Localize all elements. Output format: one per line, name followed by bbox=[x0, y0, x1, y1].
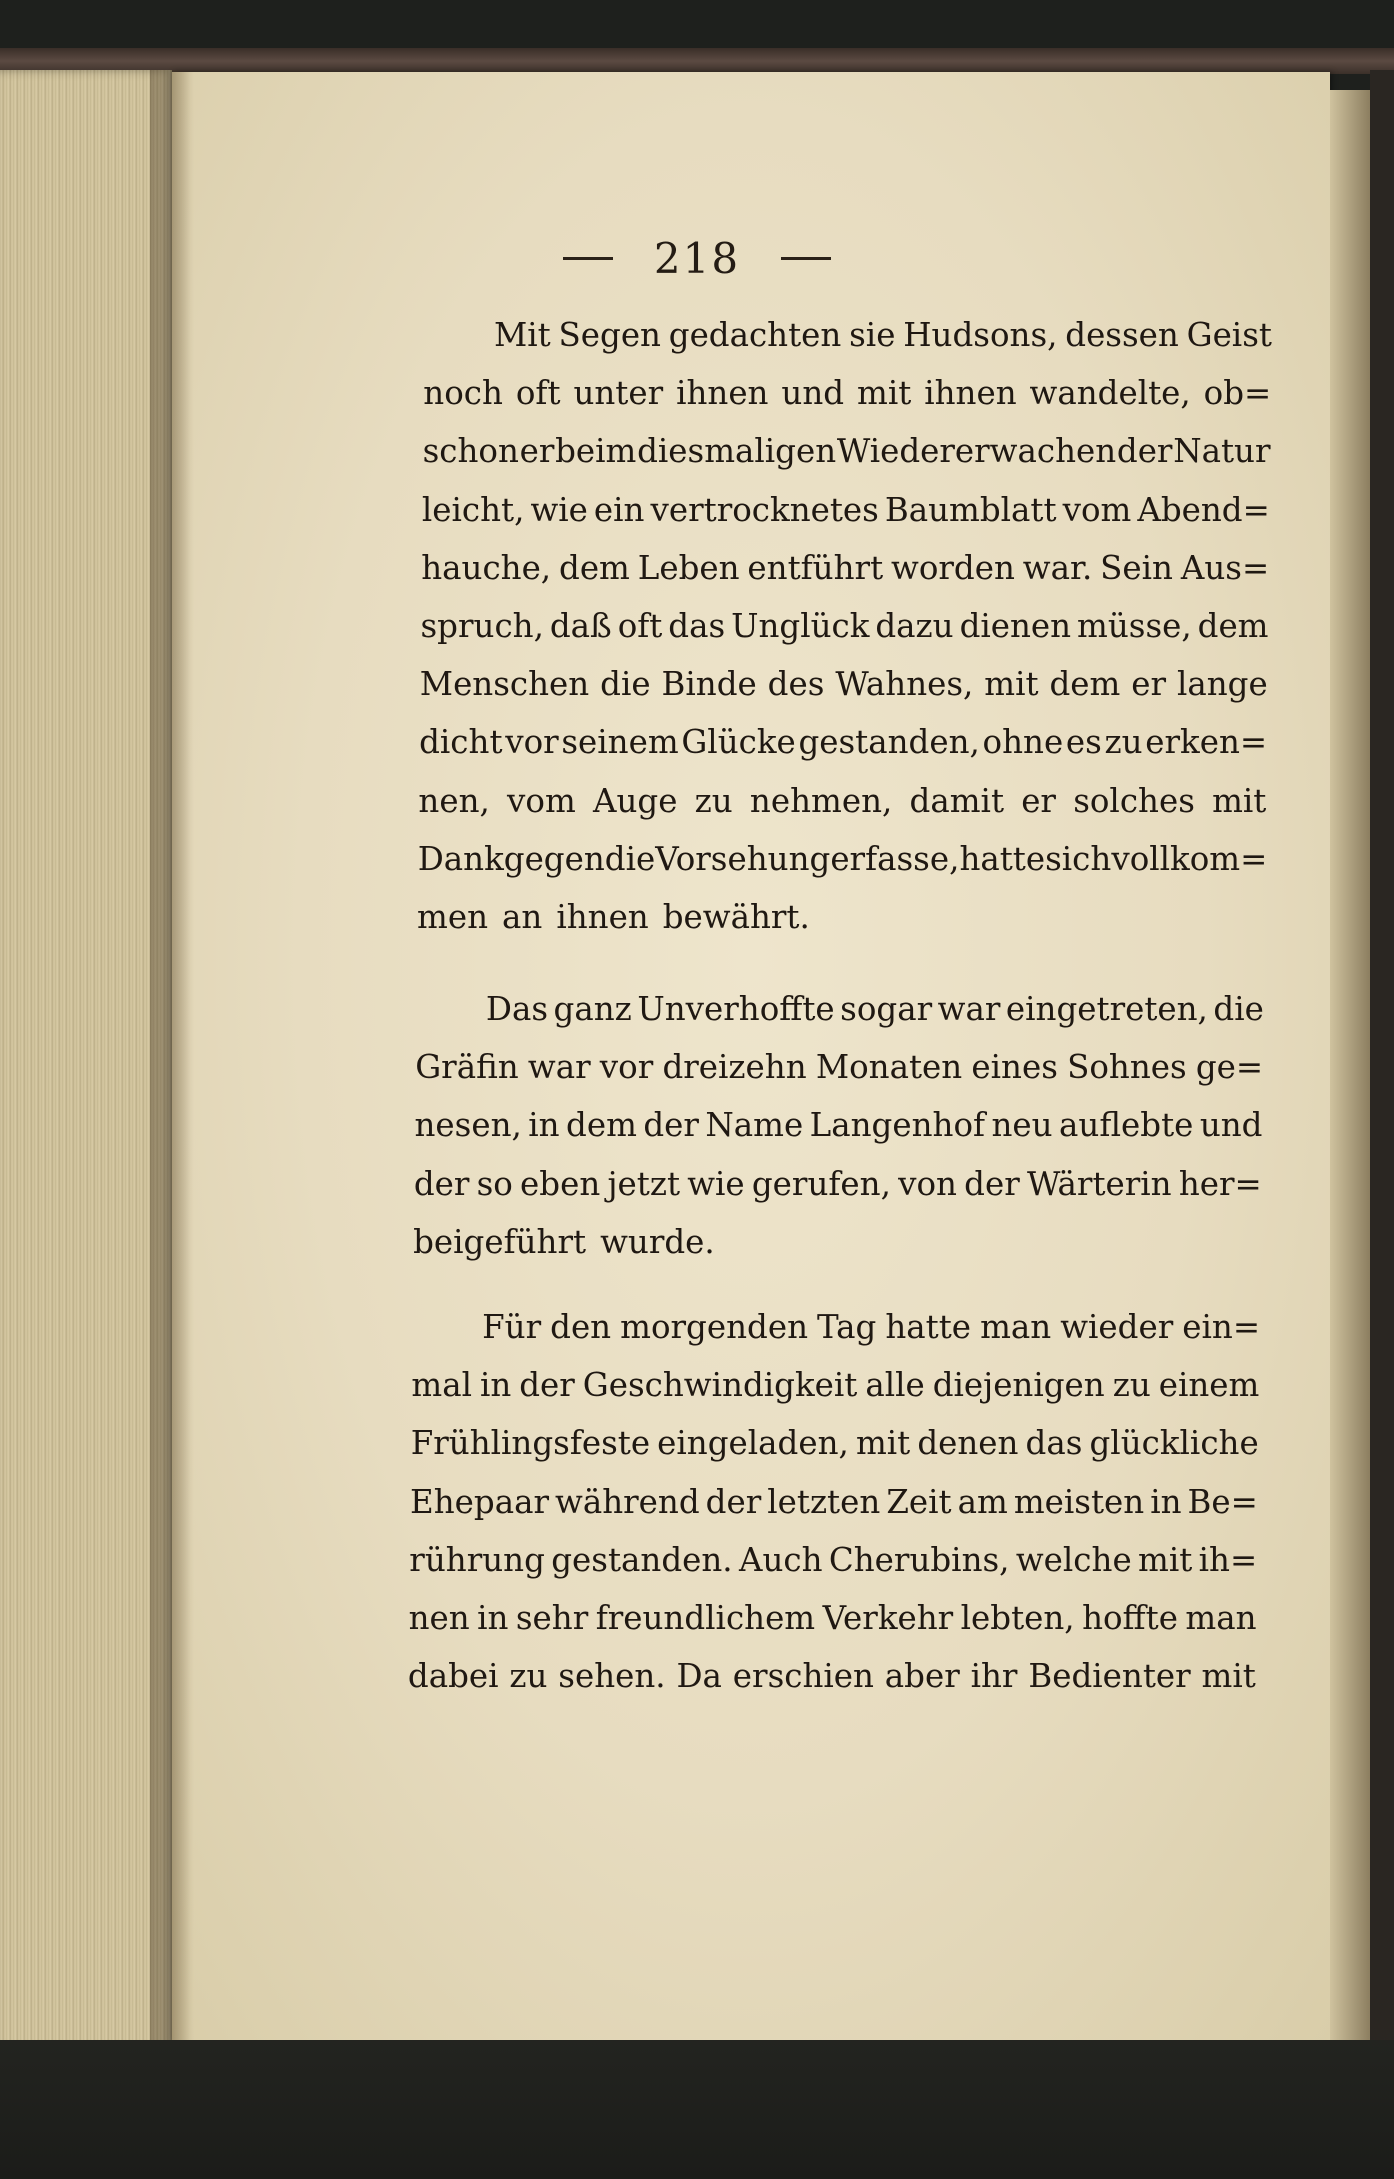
word: Bedienter bbox=[1028, 1657, 1191, 1696]
word: beim bbox=[555, 432, 637, 471]
word: morgenden bbox=[620, 1308, 808, 1346]
word: eines bbox=[971, 1048, 1058, 1087]
word: dienen bbox=[959, 607, 1072, 645]
text-line bbox=[421, 597, 1269, 655]
word: sehr bbox=[515, 1599, 589, 1637]
page-edge-left bbox=[172, 72, 194, 2040]
text-line bbox=[423, 364, 1271, 422]
word: ge= bbox=[1195, 1048, 1264, 1087]
word: ihnen bbox=[924, 374, 1017, 413]
text-line bbox=[418, 830, 1266, 888]
word: dicht bbox=[419, 723, 503, 762]
word: Be= bbox=[1187, 1482, 1258, 1521]
word: Unverhoffte bbox=[637, 990, 835, 1028]
word: sogar bbox=[840, 990, 933, 1028]
word: der bbox=[1116, 432, 1173, 471]
word: in bbox=[477, 1599, 509, 1637]
word: Aus= bbox=[1180, 548, 1270, 587]
word: müsse, bbox=[1077, 607, 1192, 645]
word: Ehepaar bbox=[410, 1482, 549, 1521]
word: Für bbox=[482, 1308, 542, 1346]
book-cover-bottom bbox=[0, 2040, 1394, 2179]
word: er bbox=[1131, 665, 1167, 704]
word: so bbox=[476, 1164, 513, 1203]
word: Mit bbox=[494, 316, 551, 354]
word: gedachten bbox=[668, 316, 842, 354]
word: Natur bbox=[1173, 432, 1271, 471]
word: Geist bbox=[1186, 316, 1272, 354]
word: Wahnes, bbox=[835, 665, 974, 704]
word: erschien bbox=[732, 1657, 874, 1696]
word: gestanden, bbox=[798, 723, 980, 762]
word: wandelte, bbox=[1029, 374, 1191, 413]
word: Frühlingsfeste bbox=[410, 1424, 651, 1463]
text-line bbox=[419, 713, 1267, 771]
word: der bbox=[705, 1482, 762, 1521]
word: wie bbox=[530, 490, 588, 529]
word: mit bbox=[855, 1424, 911, 1463]
word: und bbox=[781, 374, 845, 413]
word: beigeführt bbox=[413, 1222, 587, 1261]
word: nen, bbox=[418, 781, 490, 820]
word: mit bbox=[857, 374, 912, 413]
word: seinem bbox=[561, 723, 679, 762]
word: Hudsons, bbox=[903, 316, 1058, 354]
word: war bbox=[937, 990, 1001, 1028]
text-line bbox=[409, 1531, 1257, 1589]
word: hatte bbox=[885, 1308, 972, 1346]
word: worden bbox=[891, 548, 1015, 587]
word: Tag bbox=[817, 1308, 877, 1346]
word: men bbox=[417, 898, 488, 936]
word: sehen. bbox=[558, 1657, 666, 1696]
word: ohne bbox=[982, 723, 1064, 762]
word: diesmaligen bbox=[637, 432, 837, 471]
word: dem bbox=[1049, 665, 1121, 704]
word: dreizehn bbox=[662, 1048, 807, 1087]
text-line bbox=[422, 481, 1270, 539]
text-line bbox=[414, 1155, 1262, 1213]
word: ihnen bbox=[556, 898, 649, 936]
word: mit bbox=[1212, 781, 1267, 820]
word: einem bbox=[1158, 1366, 1260, 1405]
word: in bbox=[1150, 1482, 1182, 1521]
word: war bbox=[527, 1048, 591, 1087]
text-line bbox=[421, 539, 1269, 597]
text-line bbox=[411, 1356, 1259, 1414]
word: den bbox=[550, 1308, 612, 1346]
word: Wärterin bbox=[1026, 1164, 1172, 1203]
word: ein bbox=[593, 490, 645, 529]
word: vom bbox=[1062, 490, 1132, 529]
word: lebten, bbox=[960, 1599, 1075, 1637]
word: vor bbox=[599, 1048, 654, 1087]
word: schon bbox=[422, 432, 519, 471]
word: alle bbox=[865, 1366, 925, 1405]
text-line bbox=[415, 1096, 1263, 1154]
word: von bbox=[898, 1164, 957, 1203]
text-line bbox=[423, 422, 1271, 480]
word: letzten bbox=[767, 1482, 881, 1521]
word: unter bbox=[573, 374, 664, 413]
word: Wiedererwachen bbox=[836, 432, 1117, 471]
word: vertrocknetes bbox=[650, 490, 879, 529]
word: oft bbox=[515, 374, 561, 413]
word: vor bbox=[505, 723, 559, 762]
word: dabei bbox=[407, 1657, 499, 1696]
word: noch bbox=[423, 374, 503, 413]
word: daß bbox=[549, 607, 612, 645]
text-line bbox=[494, 306, 1272, 364]
word: wie bbox=[687, 1164, 745, 1203]
word: Dank bbox=[417, 839, 504, 878]
word: leicht, bbox=[421, 490, 525, 529]
header-dash-left bbox=[563, 257, 613, 260]
word: Das bbox=[485, 990, 549, 1028]
page-number: 218 bbox=[653, 233, 741, 283]
word: und bbox=[1199, 1106, 1263, 1145]
word: Verkehr bbox=[822, 1599, 954, 1637]
word: ein= bbox=[1182, 1308, 1261, 1346]
word: Geschwindigkeit bbox=[582, 1366, 858, 1405]
word: spruch, bbox=[420, 607, 544, 645]
word: rührung bbox=[409, 1540, 545, 1579]
word: eben bbox=[520, 1164, 601, 1203]
word: Da bbox=[676, 1657, 722, 1696]
word: Zeit bbox=[886, 1482, 952, 1521]
word: in bbox=[528, 1106, 560, 1145]
word: Name bbox=[705, 1106, 804, 1145]
word: eingetreten, bbox=[1005, 990, 1208, 1028]
word: Segen bbox=[558, 316, 661, 354]
text-line bbox=[482, 1298, 1260, 1356]
word: vom bbox=[507, 781, 576, 820]
word: Gräfin bbox=[415, 1048, 519, 1087]
word: ih= bbox=[1198, 1540, 1258, 1579]
word: Binde bbox=[661, 665, 757, 704]
word: denen bbox=[917, 1424, 1019, 1463]
word: neu bbox=[991, 1106, 1053, 1145]
word: Abend= bbox=[1137, 490, 1270, 529]
word: gegen bbox=[503, 839, 605, 878]
word: dessen bbox=[1065, 316, 1179, 354]
word: Auge bbox=[593, 781, 678, 820]
word: ihr bbox=[970, 1657, 1018, 1696]
word: das bbox=[668, 607, 726, 645]
word: dem bbox=[559, 548, 630, 587]
word: aber bbox=[884, 1657, 960, 1696]
word: wieder bbox=[1060, 1308, 1174, 1346]
word: lange bbox=[1176, 665, 1268, 704]
book-board-right bbox=[1370, 70, 1394, 2045]
word: entführt bbox=[747, 548, 884, 587]
word: während bbox=[555, 1482, 700, 1521]
word: der bbox=[519, 1366, 575, 1405]
word: oft bbox=[617, 607, 663, 645]
word: man bbox=[980, 1308, 1052, 1346]
word: dem bbox=[1197, 607, 1269, 645]
word: die bbox=[1213, 990, 1264, 1028]
text-line bbox=[418, 772, 1266, 830]
text-line bbox=[408, 1647, 1256, 1705]
word: Baumblatt bbox=[884, 490, 1057, 529]
word: Cherubins, bbox=[828, 1540, 1010, 1579]
word: die bbox=[600, 665, 651, 704]
word: zu bbox=[1112, 1366, 1151, 1405]
word: der bbox=[413, 1164, 470, 1203]
word: das bbox=[1025, 1424, 1083, 1463]
word: der bbox=[964, 1164, 1020, 1203]
header-dash-right bbox=[781, 257, 831, 260]
word: welche bbox=[1015, 1540, 1132, 1579]
word: wurde. bbox=[600, 1222, 715, 1261]
word: dazu bbox=[875, 607, 954, 645]
word: zu bbox=[509, 1657, 548, 1696]
word: zu bbox=[694, 781, 733, 820]
text-line bbox=[410, 1473, 1258, 1531]
word: diejenigen bbox=[932, 1366, 1105, 1405]
word: die bbox=[604, 839, 656, 878]
word: Sein bbox=[1100, 548, 1173, 587]
word: Menschen bbox=[419, 665, 590, 704]
page-stack-left bbox=[0, 70, 172, 2050]
book-board-top bbox=[0, 48, 1394, 74]
word: Unglück bbox=[731, 607, 870, 645]
word: erfasse, bbox=[830, 839, 960, 878]
word: dem bbox=[566, 1106, 637, 1145]
word: hoffte bbox=[1082, 1599, 1178, 1637]
word: ganz bbox=[553, 990, 632, 1028]
word: Sohnes bbox=[1067, 1048, 1187, 1087]
text-line bbox=[409, 1589, 1257, 1647]
text-line bbox=[413, 1213, 1261, 1271]
word: gestanden. bbox=[551, 1540, 733, 1579]
word: auflebte bbox=[1059, 1106, 1194, 1145]
text-line bbox=[417, 888, 1265, 946]
word: gerufen, bbox=[751, 1164, 891, 1203]
word: Leben bbox=[637, 548, 740, 587]
page-edge-right bbox=[1330, 90, 1370, 2040]
word: her= bbox=[1178, 1164, 1262, 1203]
word: mit bbox=[1138, 1540, 1193, 1579]
word: Glücke bbox=[681, 723, 796, 762]
word: an bbox=[502, 898, 543, 936]
word: mit bbox=[1201, 1657, 1256, 1696]
word: war. bbox=[1022, 548, 1093, 587]
word: vollkom= bbox=[1111, 839, 1268, 878]
word: glückliche bbox=[1089, 1424, 1259, 1463]
word: Langenhof bbox=[809, 1106, 986, 1145]
word: damit bbox=[909, 781, 1004, 820]
text-line bbox=[415, 1038, 1263, 1096]
word: meisten bbox=[1013, 1482, 1145, 1521]
page-number-header bbox=[0, 230, 1394, 283]
text-line bbox=[486, 980, 1264, 1038]
word: der bbox=[643, 1106, 699, 1145]
word: mit bbox=[984, 665, 1039, 704]
word: zu bbox=[1104, 723, 1143, 762]
word: des bbox=[767, 665, 825, 704]
word: nen bbox=[408, 1599, 470, 1637]
word: Vorsehung bbox=[655, 839, 831, 878]
word: er bbox=[519, 432, 555, 471]
word: er bbox=[1021, 781, 1056, 820]
word: jetzt bbox=[607, 1164, 681, 1203]
word: erken= bbox=[1145, 723, 1268, 762]
word: sie bbox=[849, 316, 896, 354]
word: eingeladen, bbox=[657, 1424, 849, 1463]
word: ihnen bbox=[676, 374, 769, 413]
word: am bbox=[957, 1482, 1008, 1521]
word: es bbox=[1065, 723, 1102, 762]
word: ob= bbox=[1203, 374, 1272, 413]
word: nesen, bbox=[414, 1106, 522, 1145]
word: Auch bbox=[738, 1540, 823, 1579]
text-line bbox=[411, 1414, 1259, 1472]
word: hauche, bbox=[421, 548, 552, 587]
word: nehmen, bbox=[749, 781, 893, 820]
word: solches bbox=[1073, 781, 1195, 820]
word: freundlichem bbox=[595, 1599, 816, 1637]
word: sich bbox=[1045, 839, 1112, 878]
word: bewährt. bbox=[662, 898, 810, 936]
word: hatte bbox=[959, 839, 1046, 878]
word: in bbox=[479, 1366, 512, 1405]
text-line bbox=[420, 655, 1268, 713]
word: mal bbox=[411, 1366, 472, 1405]
word: man bbox=[1185, 1599, 1257, 1637]
word: Monaten bbox=[815, 1048, 963, 1087]
